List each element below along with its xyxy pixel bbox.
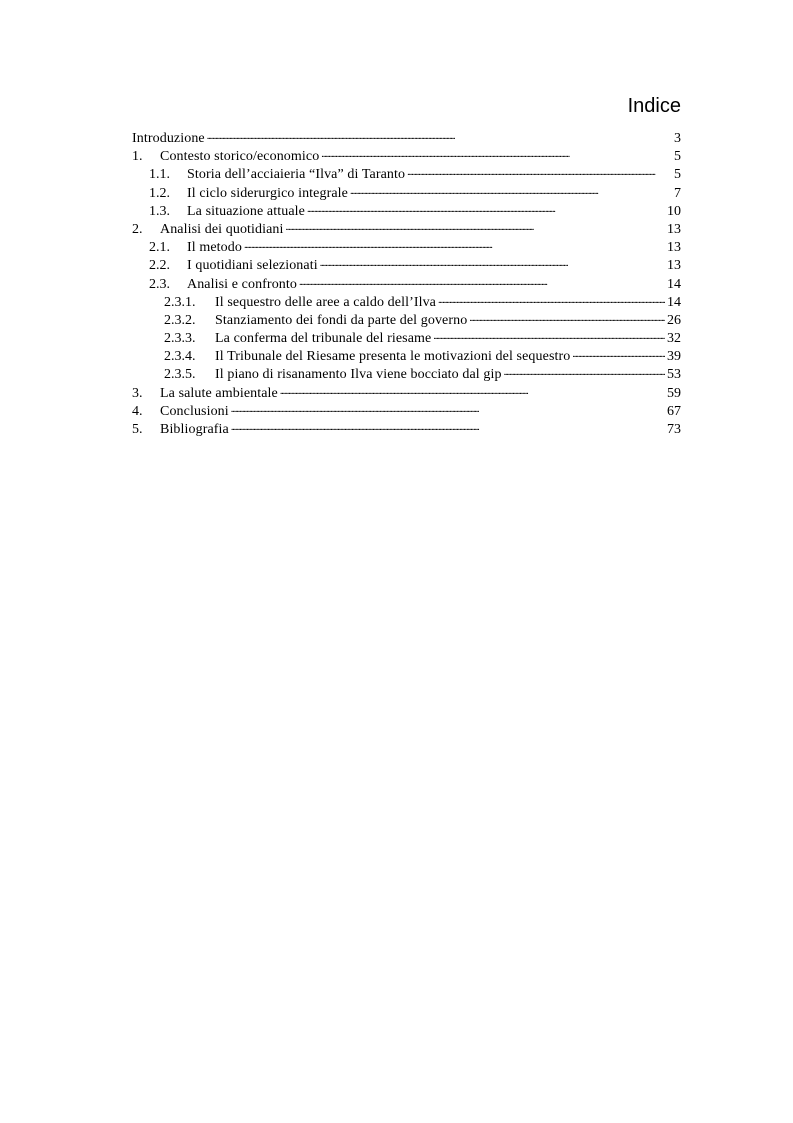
toc-entry-introduzione[interactable] [132,128,681,146]
toc-dot-leader [307,201,665,215]
toc-entry-title: Analisi dei quotidiani [160,221,284,237]
toc-entry-4[interactable] [132,401,681,419]
toc-entry-number: 2.3.3. [164,331,196,347]
toc-dot-leader [207,128,672,142]
toc-entry-number: 2.3.2. [164,312,196,328]
toc-dot-leader [350,183,672,197]
toc-dot-leader [286,219,665,233]
toc-entry-number: 3. [132,385,143,401]
toc-dot-leader [320,255,665,269]
toc-entry-2-3-3[interactable] [132,328,681,346]
toc-entry-title: La situazione attuale [187,203,305,219]
toc-entry-page: 39 [667,349,681,365]
toc-entry-page: 32 [667,331,681,347]
toc-entry-page: 67 [667,403,681,419]
toc-entry-2-1[interactable] [132,237,681,255]
toc-entry-page: 26 [667,312,681,328]
toc-entry-number: 2.2. [149,258,170,274]
toc-entry-3[interactable] [132,383,681,401]
toc-entry-number: 2.3.5. [164,367,196,383]
toc-entry-title: Introduzione [132,131,205,146]
toc-title: Indice [627,95,681,117]
toc-entry-title: Conclusioni [160,403,229,419]
toc-entry-page: 5 [674,167,681,183]
toc-entry-title: Il ciclo siderurgico integrale [187,185,348,201]
toc-dot-leader [280,383,665,397]
table-of-contents [132,128,681,437]
toc-entry-number: 5. [132,422,143,437]
toc-entry-title: Il metodo [187,240,242,256]
toc-entry-number: 2.3. [149,276,170,292]
toc-entry-number: 2.3.4. [164,349,196,365]
toc-entry-page: 73 [667,422,681,437]
toc-dot-leader [572,346,665,360]
toc-dot-leader [244,237,665,251]
toc-entry-number: 1.3. [149,203,170,219]
toc-dot-leader [433,328,665,342]
toc-entry-page: 13 [667,240,681,256]
toc-entry-number: 2. [132,221,143,237]
toc-entry-1[interactable] [132,146,681,164]
toc-entry-title: Contesto storico/economico [160,149,320,165]
toc-entry-1-1[interactable] [132,164,681,182]
toc-dot-leader [231,419,665,433]
toc-entry-title: Stanziamento dei fondi da parte del governo [215,312,468,328]
toc-entry-page: 14 [667,276,681,292]
toc-entry-2-3-1[interactable] [132,292,681,310]
toc-entry-number: 2.1. [149,240,170,256]
toc-entry-1-2[interactable] [132,183,681,201]
toc-dot-leader [504,364,665,378]
toc-entry-number: 1.2. [149,185,170,201]
toc-entry-title: La salute ambientale [160,385,278,401]
toc-entry-2[interactable] [132,219,681,237]
toc-entry-number: 2.3.1. [164,294,196,310]
toc-entry-page: 53 [667,367,681,383]
toc-dot-leader [231,401,665,415]
toc-entry-page: 13 [667,221,681,237]
toc-entry-number: 4. [132,403,143,419]
toc-entry-page: 5 [674,149,681,165]
toc-dot-leader [469,310,665,324]
toc-entry-2-3-5[interactable] [132,364,681,382]
toc-entry-title: Il Tribunale del Riesame presenta le motivazioni del sequestro [215,349,571,365]
toc-entry-page: 3 [674,131,681,146]
toc-entry-2-3[interactable] [132,274,681,292]
toc-dot-leader [299,274,665,288]
toc-entry-5[interactable] [132,419,681,437]
toc-dot-leader [438,292,665,306]
toc-entry-2-3-2[interactable] [132,310,681,328]
toc-entry-page: 10 [667,203,681,219]
toc-entry-title: I quotidiani selezionati [187,258,318,274]
toc-dot-leader [407,164,672,178]
toc-entry-title: Storia dell’acciaieria “Ilva” di Taranto [187,167,406,183]
toc-entry-page: 59 [667,385,681,401]
toc-entry-page: 13 [667,258,681,274]
toc-entry-1-3[interactable] [132,201,681,219]
toc-entry-page: 7 [674,185,681,201]
toc-entry-page: 14 [667,294,681,310]
toc-entry-number: 1. [132,149,143,165]
toc-entry-title: Il piano di risanamento Ilva viene bocciato dal gip [215,367,502,383]
toc-dot-leader [321,146,672,160]
toc-entry-title: Il sequestro delle aree a caldo dell’Ilva [215,294,436,310]
toc-entry-number: 1.1. [149,167,170,183]
toc-entry-title: Analisi e confronto [187,276,297,292]
toc-entry-title: La conferma del tribunale del riesame [215,331,432,347]
toc-entry-2-3-4[interactable] [132,346,681,364]
toc-entry-title: Bibliografia [160,422,229,437]
toc-entry-2-2[interactable] [132,255,681,273]
